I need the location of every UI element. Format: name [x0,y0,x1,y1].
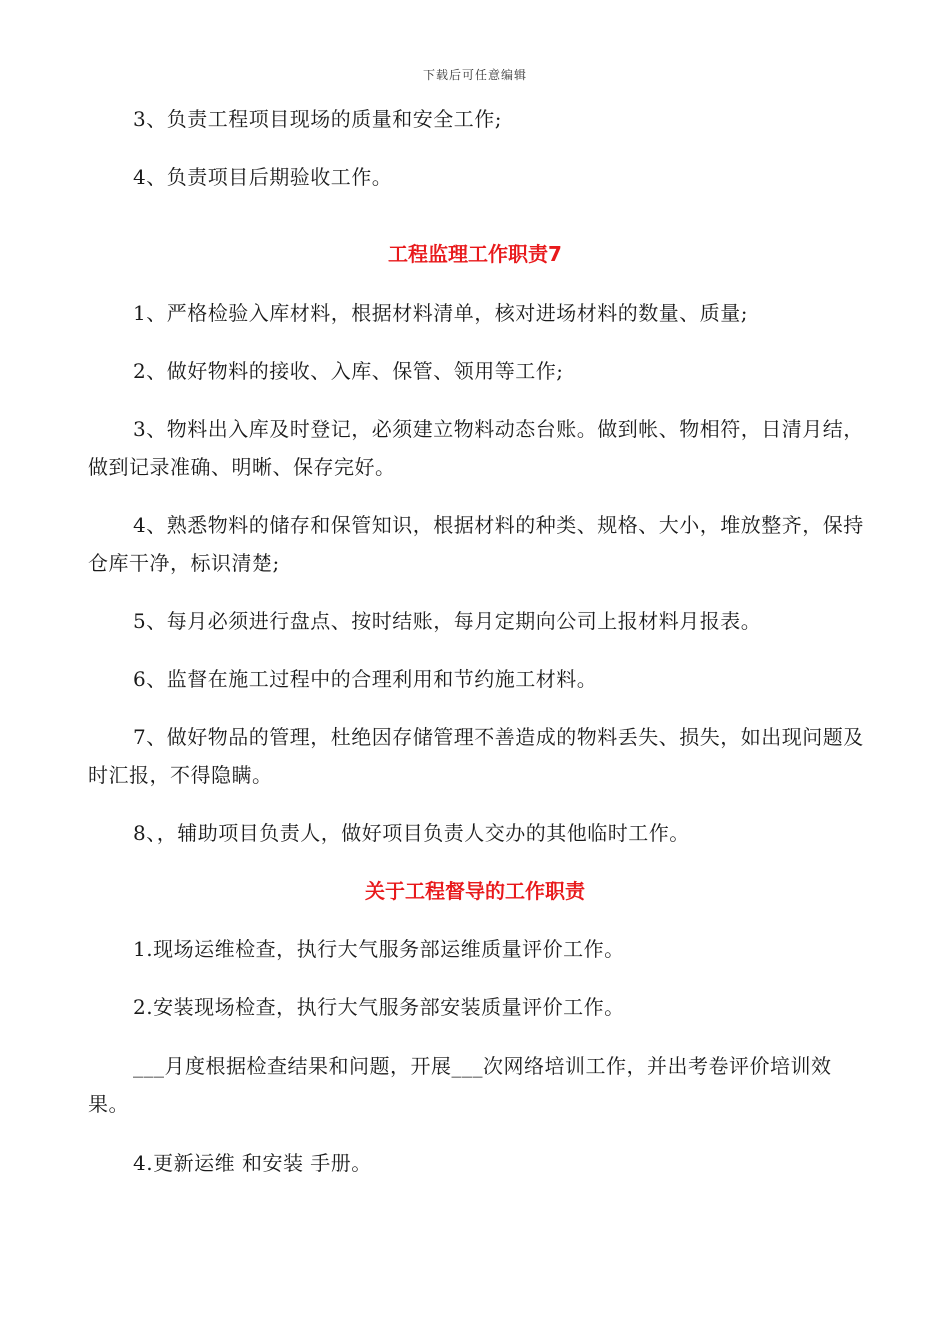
paragraph: 1.现场运维检查，执行大气服务部运维质量评价工作。 [133,937,625,961]
paragraph: 8、，辅助项目负责人，做好项目负责人交办的其他临时工作。 [133,821,690,845]
paragraph: 3、负责工程项目现场的质量和安全工作; [133,107,502,131]
paragraph: 4、负责项目后期验收工作。 [133,165,393,189]
section-heading-2: 关于工程督导的工作职责 [365,879,585,903]
header-note: 下载后可任意编辑 [422,68,527,82]
paragraph: ___月度根据检查结果和问题，开展___次网络培训工作，并出考卷评价培训效果。 [88,1054,832,1116]
paragraph: 7、做好物品的管理，杜绝因存储管理不善造成的物料丢失、损失，如出现问题及时汇报，不得隐瞒。 [88,725,864,787]
paragraph: 1、严格检验入库材料，根据材料清单，核对进场材料的数量、质量; [133,301,748,325]
paragraph: 2.安装现场检查，执行大气服务部安装质量评价工作。 [133,995,625,1019]
paragraph: 2、做好物料的接收、入库、保管、领用等工作; [133,359,564,383]
section-heading-1: 工程监理工作职责7 [388,242,562,266]
paragraph: 3、物料出入库及时登记，必须建立物料动态台账。做到帐、物相符，日清月结，做到记录准确、明晰、保存完好。 [88,417,864,479]
paragraph: 6、监督在施工过程中的合理利用和节约施工材料。 [133,667,598,691]
paragraph: 4.更新运维 和安装 手册。 [133,1151,372,1175]
paragraph: 4、熟悉物料的储存和保管知识，根据材料的种类、规格、大小，堆放整齐，保持仓库干净，标识清楚; [88,513,864,575]
paragraph: 5、每月必须进行盘点、按时结账，每月定期向公司上报材料月报表。 [133,609,762,633]
